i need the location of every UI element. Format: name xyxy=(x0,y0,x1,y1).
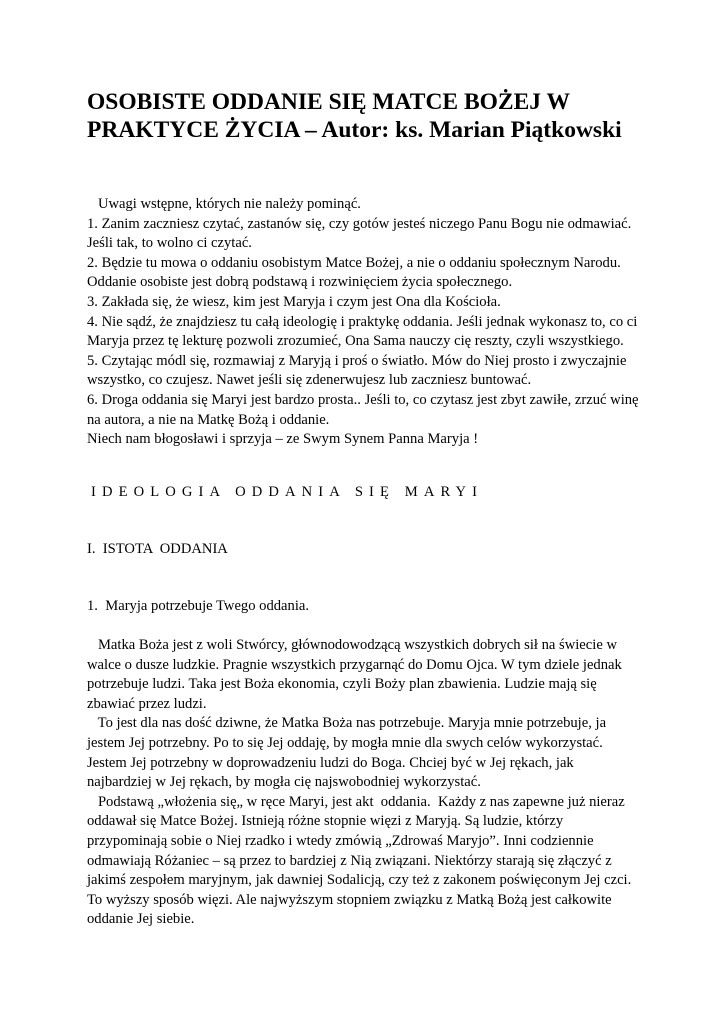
intro-line: Niech nam błogosławi i sprzyja – ze Swym Synem Panna Maryja ! xyxy=(87,431,479,448)
body-line: oddawał się Matce Bożej. Istnieją różne stopnie więzi z Maryją. Są ludzie, którzy xyxy=(87,813,564,830)
document-title xyxy=(87,88,687,144)
intro-line: Uwagi wstępne, których nie należy pominąć. xyxy=(87,196,361,212)
body-line: przypominają sobie o Niej rzadko i wtedy zmówią „Zdrowaś Maryjo”. Inni codziennie xyxy=(87,832,594,849)
intro-line: Oddanie osobiste jest dobrą podstawą i rozwinięciem życia społecznego. xyxy=(87,274,513,291)
body-line: walce o dusze ludzkie. Pragnie wszystkich przygarnąć do Domu Ojca. W tym dziele jednak xyxy=(87,656,622,673)
body-line: Matka Boża jest z woli Stwórcy, głównodowodzącą wszystkich dobrych sił na świecie w xyxy=(87,637,617,653)
intro-line: wszystko, co czujesz. Nawet jeśli się zdenerwujesz lub zaczniesz buntować. xyxy=(87,372,532,389)
subsection-heading: 1. Maryja potrzebuje Twego oddania. xyxy=(87,598,310,614)
body-line: jestem Jej potrzebny. Po to się Jej oddaję, by mogła mnie dla swych celów wykorzystać. xyxy=(87,734,603,751)
body-line: oddanie Jej siebie. xyxy=(87,911,195,928)
body-line: Podstawą „włożenia się„ w ręce Maryi, jest akt oddania. Każdy z nas zapewne już nieraz xyxy=(87,793,625,810)
intro-line: Jeśli tak, to wolno ci czytać. xyxy=(87,235,252,252)
title-line-2: PRAKTYCE ŻYCIA – Autor: ks. Marian Piątkowski xyxy=(87,117,622,143)
body-line: odmawiają Różaniec – są przez to bardziej z Nią związani. Niektórzy starają się złączyć z xyxy=(87,852,612,869)
intro-line: 3. Zakłada się, że wiesz, kim jest Maryja i czym jest Ona dla Kościoła. xyxy=(87,293,501,310)
body-line: zbawiać przez ludzi. xyxy=(87,695,207,712)
title-line-1: OSOBISTE ODDANIE SIĘ MATCE BOŻEJ W xyxy=(87,89,570,115)
body-line: Jestem Jej potrzebny w doprowadzeniu ludzi do Boga. Chciej być w Jej rękach, jak xyxy=(87,754,574,771)
intro-line: 1. Zanim zaczniesz czytać, zastanów się, czy gotów jesteś niczego Panu Bogu nie odmawiać. xyxy=(87,215,632,232)
intro-line: 2. Będzie tu mowa o oddaniu osobistym Matce Bożej, a nie o oddaniu społecznym Narodu. xyxy=(87,254,621,271)
body-line: najbardziej w Jej rękach, by mogła cię najswobodniej wykorzystać. xyxy=(87,774,481,791)
body-line: jakimś zespołem maryjnym, jak dawniej Sodalicją, czy też z zakonem poświęconym Jej czci. xyxy=(87,872,632,889)
intro-line: na autora, a nie na Matkę Bożą i oddanie. xyxy=(87,411,330,428)
intro-notes xyxy=(87,195,687,450)
intro-line: 4. Nie sądź, że znajdziesz tu całą ideologię i praktykę oddania. Jeśli jednak wykonasz to, co ci xyxy=(87,313,638,330)
intro-line: Maryja przez tę lekturę pozwoli zrozumieć, Ona Sama nauczy cię reszty, czyli wszystkiego. xyxy=(87,333,624,350)
ideologia-heading: IDEOLOGIA ODDANIA SIĘ MARYI xyxy=(91,484,484,500)
section-heading: I. ISTOTA ODDANIA xyxy=(87,541,228,557)
body-line: To jest dla nas dość dziwne, że Matka Boża nas potrzebuje. Maryja mnie potrzebuje, ja xyxy=(87,715,607,732)
intro-line: 6. Droga oddania się Maryi jest bardzo prosta.. Jeśli to, co czytasz jest zbyt zawiłe, zrzuć winę xyxy=(87,391,639,408)
body-text xyxy=(87,636,687,930)
body-line: potrzebuje ludzi. Taka jest Boża ekonomia, czyli Boży plan zbawienia. Ludzie mają się xyxy=(87,676,597,693)
intro-line: 5. Czytając módl się, rozmawiaj z Maryją i proś o światło. Mów do Niej prosto i zwyczajnie xyxy=(87,352,627,369)
body-line: To wyższy sposób więzi. Ale najwyższym stopniem związku z Matką Bożą jest całkowite xyxy=(87,891,612,908)
